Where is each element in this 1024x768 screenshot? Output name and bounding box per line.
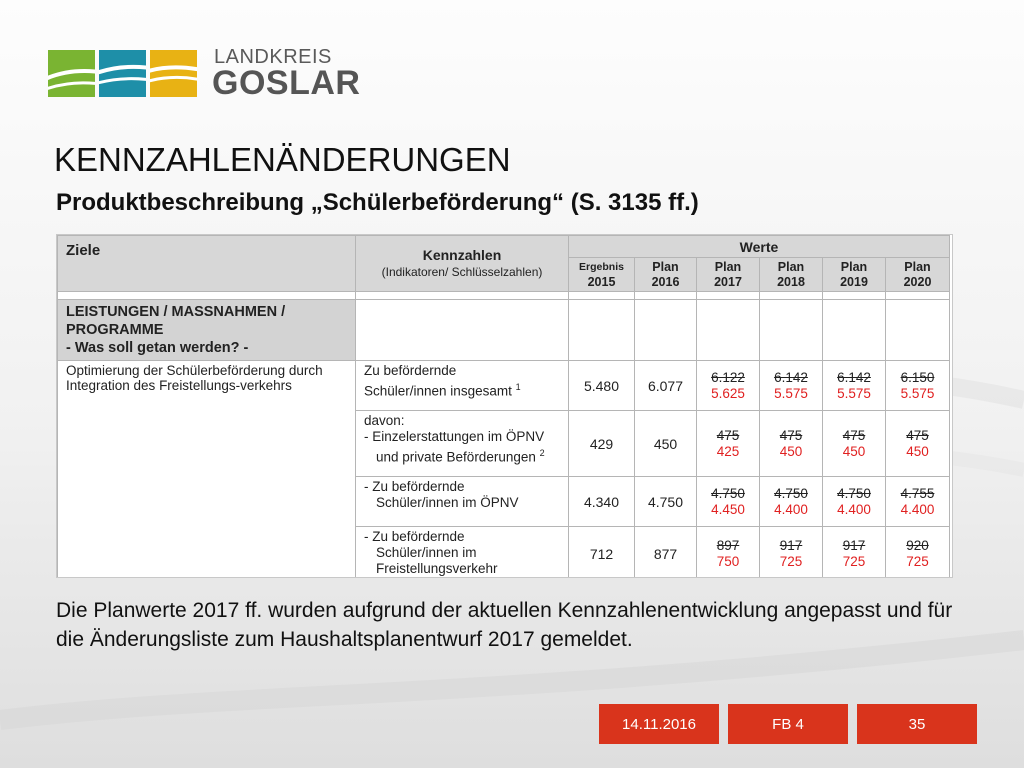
section-header: LEISTUNGEN / MASSNAHMEN / PROGRAMME - Was soll getan werden? - [58,300,356,361]
plan-2018: 917 725 [760,527,823,579]
logo-green-block [48,50,95,97]
slide-subtitle: Produktbeschreibung „Schülerbeförderung“ (S. 3135 ff.) [56,189,699,216]
logo-text-landkreis: LANDKREIS [214,46,332,68]
header-werte: Werte [569,236,950,258]
footer-date: 14.11.2016 [599,704,719,744]
plan-2019: 4.750 4.400 [823,477,886,527]
header-year-4: Plan 2019 [823,258,886,292]
table-row [58,361,950,411]
header-kennzahlen-sub: (Indikatoren/ Schlüsselzahlen) [381,265,543,279]
plan-2020: 475 450 [886,411,950,477]
logo-blue-block [99,50,146,97]
plan-2019: 6.142 5.575 [823,361,886,411]
plan-2019: 917 725 [823,527,886,579]
footer-department: FB 4 [728,704,848,744]
plan-2018: 475 450 [760,411,823,477]
plan-2020: 920 725 [886,527,950,579]
value-2016: 877 [635,527,697,579]
value-2015: 5.480 [569,361,635,411]
header-year-3: Plan 2018 [760,258,823,292]
plan-2017: 897 750 [697,527,760,579]
plan-2020: 4.755 4.400 [886,477,950,527]
logo-text-goslar: GOSLAR [212,64,361,102]
header-kennzahlen-title: Kennzahlen [422,247,502,263]
value-2016: 6.077 [635,361,697,411]
value-2016: 4.750 [635,477,697,527]
footer-page-number: 35 [857,704,977,744]
plan-2018: 6.142 5.575 [760,361,823,411]
header-year-0: Ergebnis 2015 [569,258,635,292]
header-year-2: Plan 2017 [697,258,760,292]
plan-2019: 475 450 [823,411,886,477]
header-kennzahlen [356,236,569,292]
slide-title: KENNZAHLENÄNDERUNGEN [54,141,511,178]
body-paragraph: Die Planwerte 2017 ff. wurden aufgrund der aktuellen Kennzahlenentwicklung angepasst und für die Änderungsliste zum Haushaltsplanentwurf 2017 gemeldet. [56,599,953,651]
plan-2018: 4.750 4.400 [760,477,823,527]
header-year-5: Plan 2020 [886,258,950,292]
plan-2017: 4.750 4.450 [697,477,760,527]
kennzahl-cell: Zu befördernde Schüler/innen insgesamt $^1$ [356,361,569,411]
plan-2020: 6.150 5.575 [886,361,950,411]
kennzahlen-table [56,234,953,578]
header-ziele: Ziele [58,236,356,292]
value-2015: 4.340 [569,477,635,527]
logo-yellow-block [150,50,197,97]
plan-2017: 475 425 [697,411,760,477]
value-2015: 429 [569,411,635,477]
ziel-text: Optimierung der Schülerbeförderung durch Integration des Freistellungs-verkehrs [58,361,356,579]
header-year-1: Plan 2016 [635,258,697,292]
value-2015: 712 [569,527,635,579]
value-2016: 450 [635,411,697,477]
logo [48,46,361,102]
plan-2017: 6.122 5.625 [697,361,760,411]
kennzahl-cell: davon: - Einzelerstattungen im ÖPNV und private Beförderungen $^2$ [356,411,569,477]
kennzahl-cell: - Zu befördernde Schüler/innen im Freistellungsverkehr [356,527,569,579]
kennzahl-cell: - Zu befördernde Schüler/innen im ÖPNV [356,477,569,527]
